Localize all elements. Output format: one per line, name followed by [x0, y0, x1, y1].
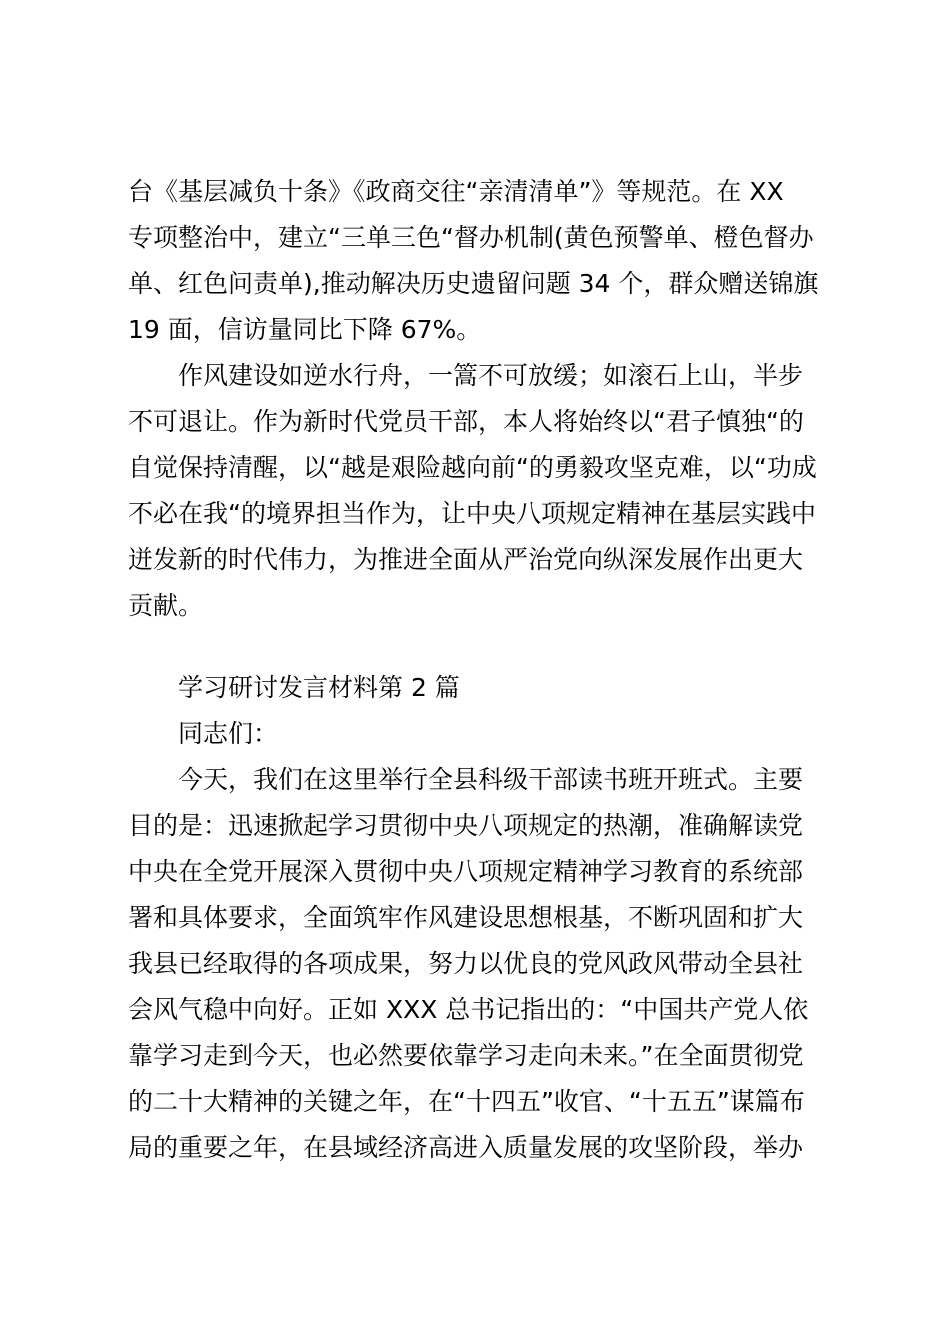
text-line: 19 面，信访量同比下降 67%。 [128, 315, 482, 344]
text-line: 的二十大精神的关键之年，在“十四五”收官、“十五五”谋篇布 [128, 1087, 805, 1116]
text-line: 台《基层减负十条》《政商交往“亲清清单”》等规范。在 XX [128, 177, 784, 206]
text-line: 自觉保持清醒，以“越是艰险越向前“的勇毅攻坚克难，以“功成 [128, 453, 817, 482]
section-title: 学习研讨发言材料第 2 篇 [178, 673, 460, 702]
salutation: 同志们： [178, 719, 279, 748]
text-line: 中央在全党开展深入贯彻中央八项规定精神学习教育的系统部 [128, 857, 804, 886]
text-line: 不必在我“的境界担当作为，让中央八项规定精神在基层实践中 [128, 499, 816, 528]
text-line: 我县已经取得的各项成果，努力以优良的党风政风带动全县社 [128, 949, 804, 978]
text-line: 不可退让。作为新时代党员干部，本人将始终以“君子慎独“的 [128, 407, 804, 436]
text-line: 署和具体要求，全面筑牢作风建设思想根基，不断巩固和扩大 [128, 903, 804, 932]
paragraph-first-line: 作风建设如逆水行舟，一篙不可放缓；如滚石上山，半步 [178, 361, 804, 390]
text-line: 单、红色问责单),推动解决历史遗留问题 34 个，群众赠送锦旗 [128, 269, 819, 298]
text-line: 局的重要之年，在县域经济高进入质量发展的攻坚阶段，举办 [128, 1133, 804, 1162]
text-line: 会风气稳中向好。正如 XXX 总书记指出的：“中国共产党人依 [128, 995, 809, 1024]
paragraph-first-line: 今天，我们在这里举行全县科级干部读书班开班式。主要 [178, 765, 804, 794]
text-line: 目的是：迅速掀起学习贯彻中央八项规定的热潮，准确解读党 [128, 811, 804, 840]
text-line: 贡献。 [128, 591, 204, 620]
text-line: 专项整治中，建立“三单三色“督办机制(黄色预警单、橙色督办 [128, 223, 814, 252]
text-line: 迸发新的时代伟力，为推进全面从严治党向纵深发展作出更大 [128, 545, 804, 574]
text-line: 靠学习走到今天，也必然要依靠学习走向未来。”在全面贯彻党 [128, 1041, 804, 1070]
